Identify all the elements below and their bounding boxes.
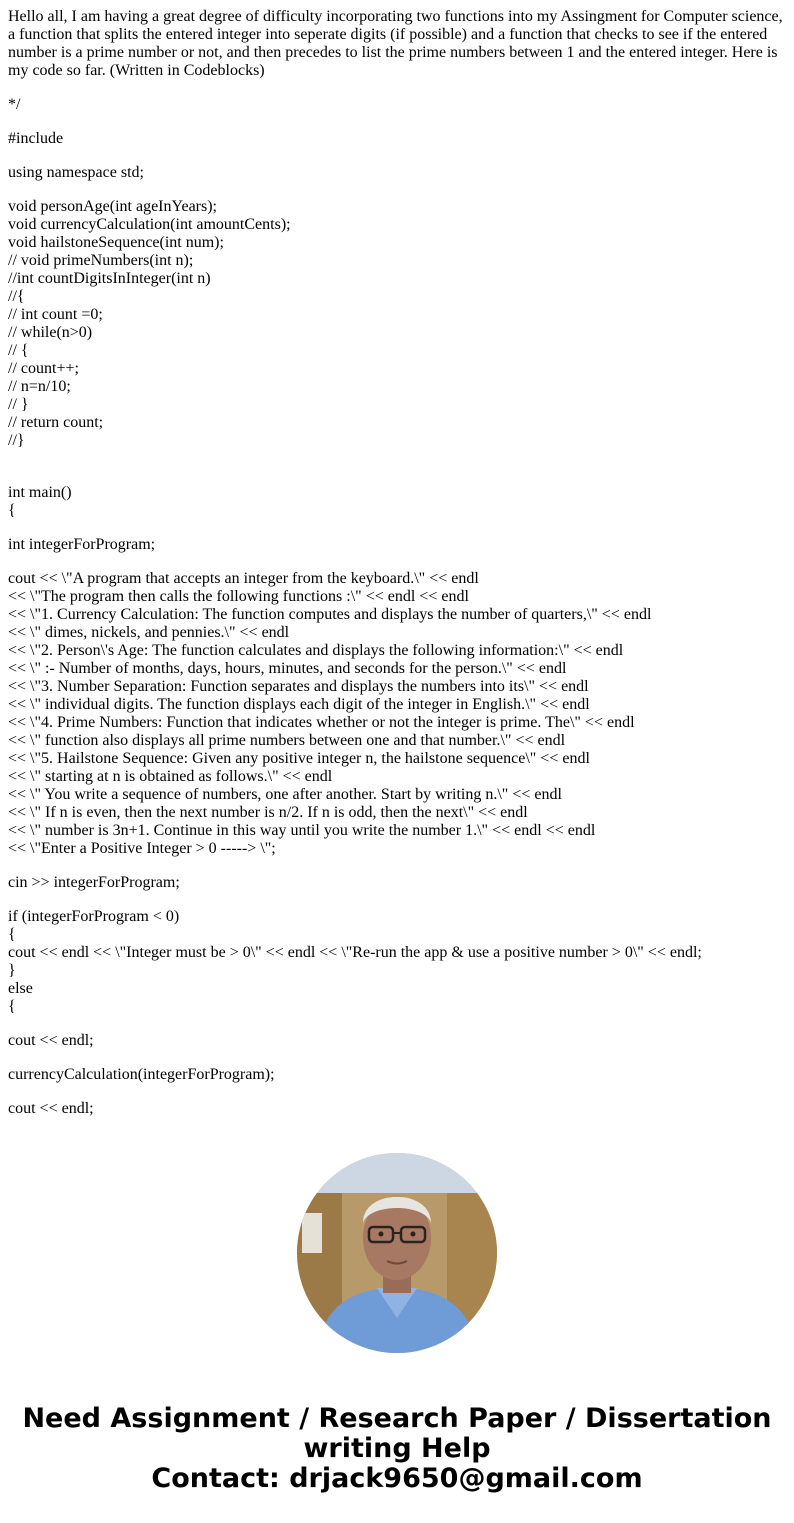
code-line: cout << endl; (8, 1032, 94, 1049)
question-intro: Hello all, I am having a great degree of difficulty incorporating two functions into my Assingment for Computer science, a function that splits the entered integer into seperate digits (if possible) and a function that checks to see if the entered number is a prime number or not, and then precedes to list the prime numbers between 1 and the entered integer. Here is my code so far. (Written in Codeblocks) (8, 8, 783, 79)
code-block (8, 164, 788, 182)
code-line: { (8, 998, 16, 1015)
code-line: << \" You write a sequence of numbers, one after another. Start by writing n.\" << endl (8, 786, 562, 803)
code-line: void personAge(int ageInYears); (8, 198, 217, 215)
code-line: void hailstoneSequence(int num); (8, 234, 224, 251)
code-line: int integerForProgram; (8, 536, 156, 553)
code-block (8, 198, 788, 468)
code-line: cout << endl; (8, 1100, 94, 1117)
code-line: // } (8, 396, 29, 413)
code-line (8, 450, 788, 468)
code-line: if (integerForProgram < 0) (8, 908, 180, 925)
code-line: // int count =0; (8, 306, 103, 323)
code-line: cout << endl << \"Integer must be > 0\" << endl << \"Re-run the app & use a positive number > 0\" << endl; (8, 944, 702, 961)
code-line: << \"2. Person\'s Age: The function calculates and displays the following information:\" << endl (8, 642, 624, 659)
promo-line-1: Need Assignment / Research Paper / Dissertation (22, 1403, 772, 1434)
code-line: << \"3. Number Separation: Function separates and displays the numbers into its\" << endl (8, 678, 589, 695)
code-line: //} (8, 432, 25, 449)
code-line: << \"The program then calls the following functions :\" << endl << endl (8, 588, 469, 605)
code-line: << \"5. Hailstone Sequence: Given any positive integer n, the hailstone sequence\" << endl (8, 750, 590, 767)
code-line: << \" function also displays all prime numbers between one and that number.\" << endl (8, 732, 566, 749)
code-block (8, 1032, 788, 1050)
promo-contact: Contact: drjack9650@gmail.com (151, 1463, 643, 1494)
code-line: { (8, 502, 16, 519)
profile-photo-icon (297, 1153, 497, 1353)
code-line: */ (8, 96, 21, 113)
code-block (8, 908, 788, 1016)
expert-avatar (297, 1153, 497, 1353)
code-line: // return count; (8, 414, 104, 431)
code-line: cout << \"A program that accepts an integer from the keyboard.\" << endl (8, 570, 479, 587)
code-line: int main() (8, 484, 72, 501)
code-line: << \"1. Currency Calculation: The function computes and displays the number of quarters,\" << endl (8, 606, 652, 623)
code-line: //{ (8, 288, 25, 305)
code-line: void currencyCalculation(int amountCents); (8, 216, 291, 233)
code-line: { (8, 926, 16, 943)
code-line: << \"Enter a Positive Integer > 0 -----> \"; (8, 840, 276, 857)
code-line: // count++; (8, 360, 79, 377)
code-line: << \" dimes, nickels, and pennies.\" << endl (8, 624, 290, 641)
code-block (8, 536, 788, 554)
promo-line-2: writing Help (303, 1433, 491, 1464)
code-block (8, 130, 788, 148)
code-line: //int countDigitsInInteger(int n) (8, 270, 211, 287)
code-line: << \" starting at n is obtained as follows.\" << endl (8, 768, 333, 785)
code-block (8, 1100, 788, 1118)
code-block (8, 570, 788, 858)
question-post (8, 8, 788, 1134)
code-line: else (8, 980, 33, 997)
code-line: using namespace std; (8, 164, 144, 181)
code-line: cin >> integerForProgram; (8, 874, 180, 891)
code-line: // { (8, 342, 29, 359)
code-line: << \" If n is even, then the next number is n/2. If n is odd, then the next\" << endl (8, 804, 528, 821)
code-block (8, 874, 788, 892)
code-block (8, 1066, 788, 1084)
code-listing (8, 96, 788, 1118)
code-line: << \" individual digits. The function displays each digit of the integer in English.\" << endl (8, 696, 590, 713)
code-line: // void primeNumbers(int n); (8, 252, 194, 269)
code-line: // while(n>0) (8, 324, 93, 341)
code-block (8, 484, 788, 520)
promo-banner (0, 1404, 794, 1494)
code-line: << \"4. Prime Numbers: Function that indicates whether or not the integer is prime. The\" << endl (8, 714, 635, 731)
code-line: << \" number is 3n+1. Continue in this way until you write the number 1.\" << endl << endl (8, 822, 596, 839)
code-line: #include (8, 130, 64, 147)
code-line: << \" :- Number of months, days, hours, minutes, and seconds for the person.\" << endl (8, 660, 567, 677)
code-line: } (8, 962, 16, 979)
code-line: // n=n/10; (8, 378, 71, 395)
code-line: currencyCalculation(integerForProgram); (8, 1066, 275, 1083)
code-block (8, 96, 788, 114)
